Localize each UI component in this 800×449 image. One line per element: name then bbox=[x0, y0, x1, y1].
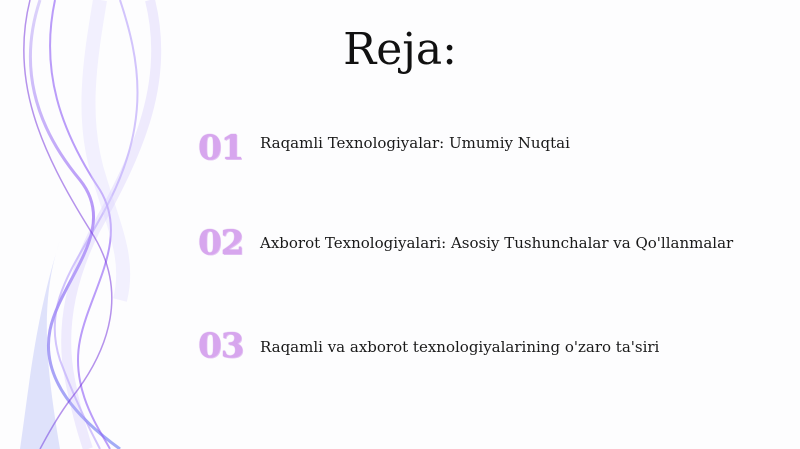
slide-title: Reja: bbox=[343, 24, 457, 75]
agenda-item-3 bbox=[0, 326, 800, 376]
agenda-item-label: Raqamli va axborot texnologiyalarining o'zaro ta'siri bbox=[260, 338, 660, 356]
agenda-item-number: 01 bbox=[198, 128, 244, 168]
agenda-item-number: 03 bbox=[198, 326, 244, 366]
agenda-item-2 bbox=[0, 223, 800, 273]
agenda-item-label: Axborot Texnologiyalari: Asosiy Tushunchalar va Qo'llanmalar bbox=[260, 234, 734, 252]
agenda-item-1 bbox=[0, 128, 800, 178]
agenda-item-number: 02 bbox=[198, 223, 244, 263]
agenda-item-label: Raqamli Texnologiyalar: Umumiy Nuqtai bbox=[260, 134, 570, 152]
